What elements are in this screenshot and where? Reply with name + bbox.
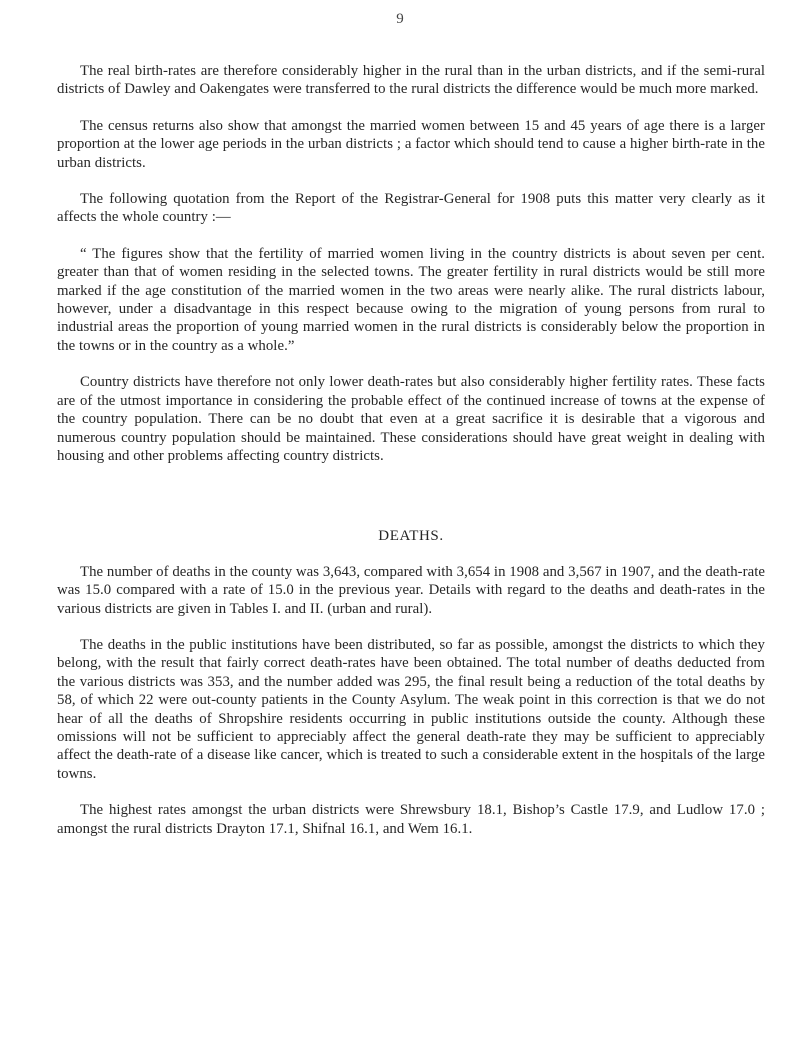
paragraph-country-districts: Country districts have therefore not only lower death-rates but also considerably higher fertility rates. These facts are of the utmost importance in considering the probable effect of the continued increase of towns at the expense of the country population. There can be no doubt that even at a great sacrifice it is desirable that a vigorous and numerous country population should be maintained. These considerations should have great weight in dealing with housing and other problems affecting country districts. [57, 374, 765, 464]
paragraph-registrar-intro: The following quotation from the Report of the Registrar-General for 1908 puts this matter very clearly as it affects the whole country :— [57, 191, 765, 226]
section-heading-deaths: DEATHS. [378, 528, 444, 545]
paragraph-number-of-deaths: The number of deaths in the county was 3,643, compared with 3,654 in 1908 and 3,567 in 1907, and the death-rate was 15.0 compared with a rate of 15.0 in the previous year. Details with regard to the deaths and death-rates in the various districts are given in Tables I. and II. (urban and rural). [57, 563, 765, 617]
paragraph-registrar-quotation: “ The figures show that the fertility of married women living in the country districts is about seven per cent. greater than that of women residing in the selected towns. The greater fertility in rural districts would be still more marked if the age constitution of the married women in the two areas were nearly alike. The rural districts labour, however, under a disadvantage in this respect because owing to the migration of young persons from rural to industrial areas the proportion of young married women in the rural districts is considerably below the proportion in the towns or in the country as a whole.” [57, 245, 765, 354]
page-body [57, 62, 765, 838]
paragraph-highest-rates: The highest rates amongst the urban districts were Shrewsbury 18.1, Bishop’s Castle 17.9, and Ludlow 17.0 ; amongst the rural districts Drayton 17.1, Shifnal 16.1, and Wem 16.1. [57, 802, 765, 837]
paragraph-census-returns: The census returns also show that amongst the married women between 15 and 45 years of age there is a larger proportion at the lower age periods in the urban districts ; a factor which should tend to cause a higher birth-rate in the urban districts. [57, 117, 765, 171]
paragraph-birth-rates: The real birth-rates are therefore considerably higher in the rural than in the urban districts, and if the semi-rural districts of Dawley and Oakengates were transferred to the rural districts the difference would be much more marked. [57, 63, 765, 98]
page-number: 9 [396, 11, 404, 27]
paragraph-public-institutions: The deaths in the public institutions have been distributed, so far as possible, amongst the districts to which they belong, with the result that fairly correct death-rates have been obtained. The total number of deaths deducted from the various districts was 353, and the number added was 295, the final result being a reduction of the total deaths by 58, of which 22 were out-county patients in the County Asylum. The weak point in this correction is that we do not hear of all the deaths of Shropshire residents occurring in public institutions outside the county. Although these omissions will not be sufficient to appreciably affect the general death-rate they may be sufficient to appreciably affect the death-rate of a disease like cancer, which is treated to such a considerable extent in the hospitals of the large towns. [57, 636, 765, 782]
